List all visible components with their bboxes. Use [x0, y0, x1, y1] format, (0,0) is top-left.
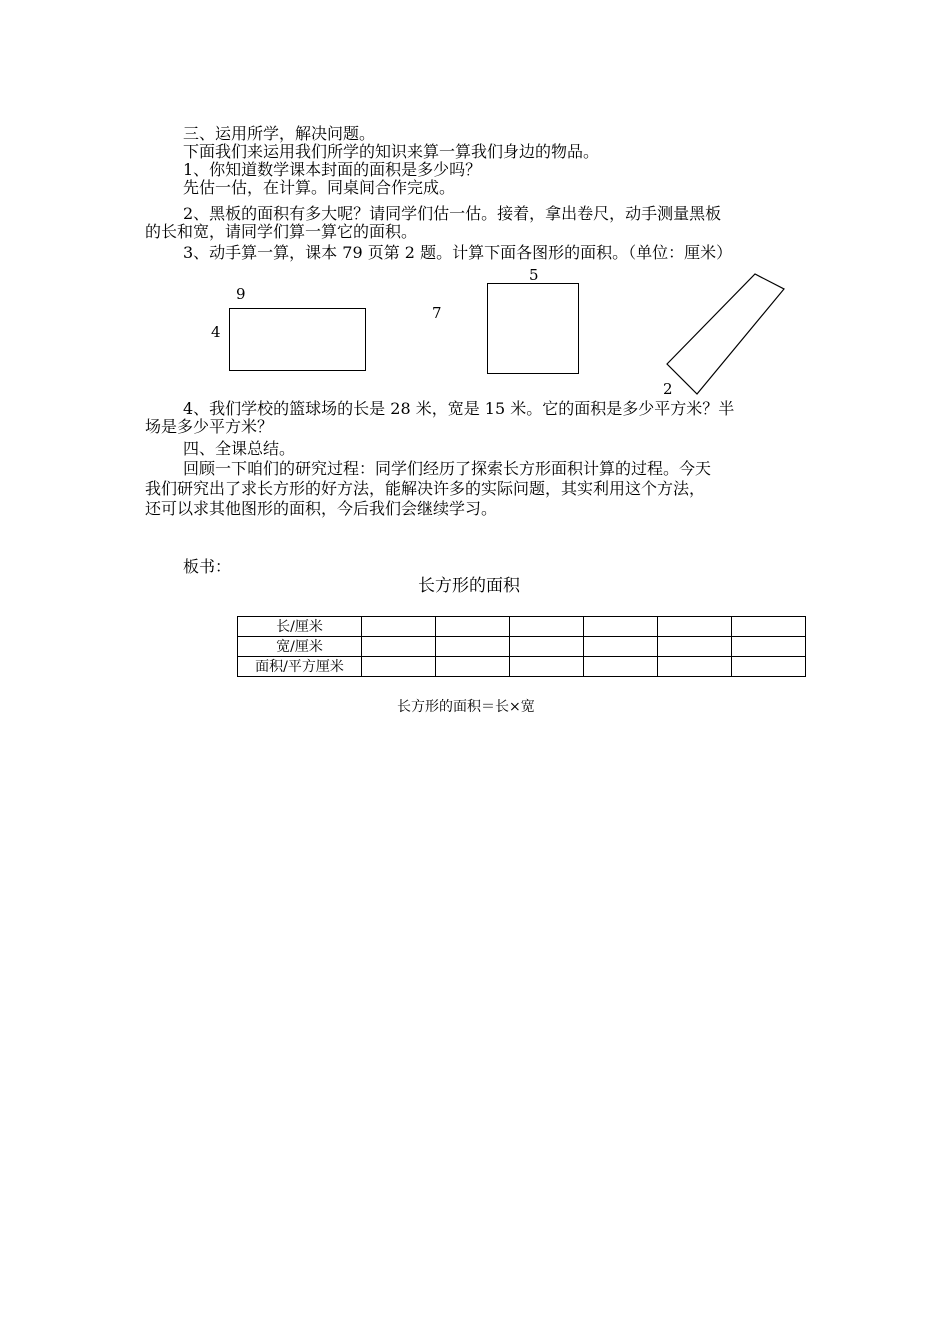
table-cell [436, 617, 510, 637]
summary-line2: 我们研究出了求长方形的好方法，能解决许多的实际问题，其实利用这个方法， [145, 479, 706, 498]
area-formula: 长方形的面积＝长×宽 [397, 699, 535, 715]
board-title: 长方形的面积 [418, 576, 520, 596]
table-cell [362, 657, 436, 677]
row-header-width: 宽/厘米 [238, 637, 362, 657]
question-4-line1: 4、我们学校的篮球场的长是 28 米，宽是 15 米。它的面积是多少平方米？半 [183, 399, 735, 418]
section4-heading: 四、全课总结。 [183, 439, 296, 458]
rectangle-figure [229, 308, 366, 371]
question-2-line1: 2、黑板的面积有多大呢？请同学们估一估。接着，拿出卷尺，动手测量黑板 [183, 204, 722, 223]
table-cell [658, 637, 732, 657]
table-cell [510, 617, 584, 637]
rect1-side-label: 4 [211, 323, 221, 341]
table-cell [510, 657, 584, 677]
table-cell [584, 617, 658, 637]
table-cell [362, 637, 436, 657]
question-4-line2: 场是多少平方米？ [145, 417, 274, 436]
question-3: 3、动手算一算，课本 79 页第 2 题。计算下面各图形的面积。（单位：厘米） [183, 243, 733, 262]
table-row [238, 657, 806, 677]
rect1-top-label: 9 [236, 285, 246, 303]
table-cell [658, 617, 732, 637]
table-row [238, 637, 806, 657]
table-cell [584, 657, 658, 677]
tilted-rectangle-figure [655, 268, 795, 398]
row-header-length: 长/厘米 [238, 617, 362, 637]
table-cell [436, 637, 510, 657]
section3-intro: 下面我们来运用我们所学的知识来算一算我们身边的物品。 [183, 142, 600, 161]
question-1: 1、你知道数学课本封面的面积是多少吗？ [183, 160, 482, 179]
summary-line1: 回顾一下咱们的研究过程：同学们经历了探索长方形面积计算的过程。今天 [183, 459, 712, 478]
table-cell [510, 637, 584, 657]
tilted-side-label: 2 [663, 380, 673, 398]
table-cell [658, 657, 732, 677]
square-top-label: 5 [529, 266, 539, 284]
question-1-hint: 先估一估，在计算。同桌间合作完成。 [183, 178, 456, 197]
square-figure [487, 283, 579, 374]
table-cell [732, 657, 806, 677]
question-2-line2: 的长和宽，请同学们算一算它的面积。 [145, 222, 418, 241]
table-row [238, 617, 806, 637]
table-cell [732, 617, 806, 637]
row-header-area: 面积/平方厘米 [238, 657, 362, 677]
summary-line3: 还可以求其他图形的面积，今后我们会继续学习。 [145, 499, 498, 518]
section3-heading: 三、运用所学，解决问题。 [183, 124, 376, 143]
table-cell [584, 637, 658, 657]
table-cell [436, 657, 510, 677]
table-cell [732, 637, 806, 657]
board-table [237, 616, 806, 677]
table-cell [362, 617, 436, 637]
square-side-label: 7 [432, 304, 442, 322]
board-label: 板书： [183, 557, 232, 576]
